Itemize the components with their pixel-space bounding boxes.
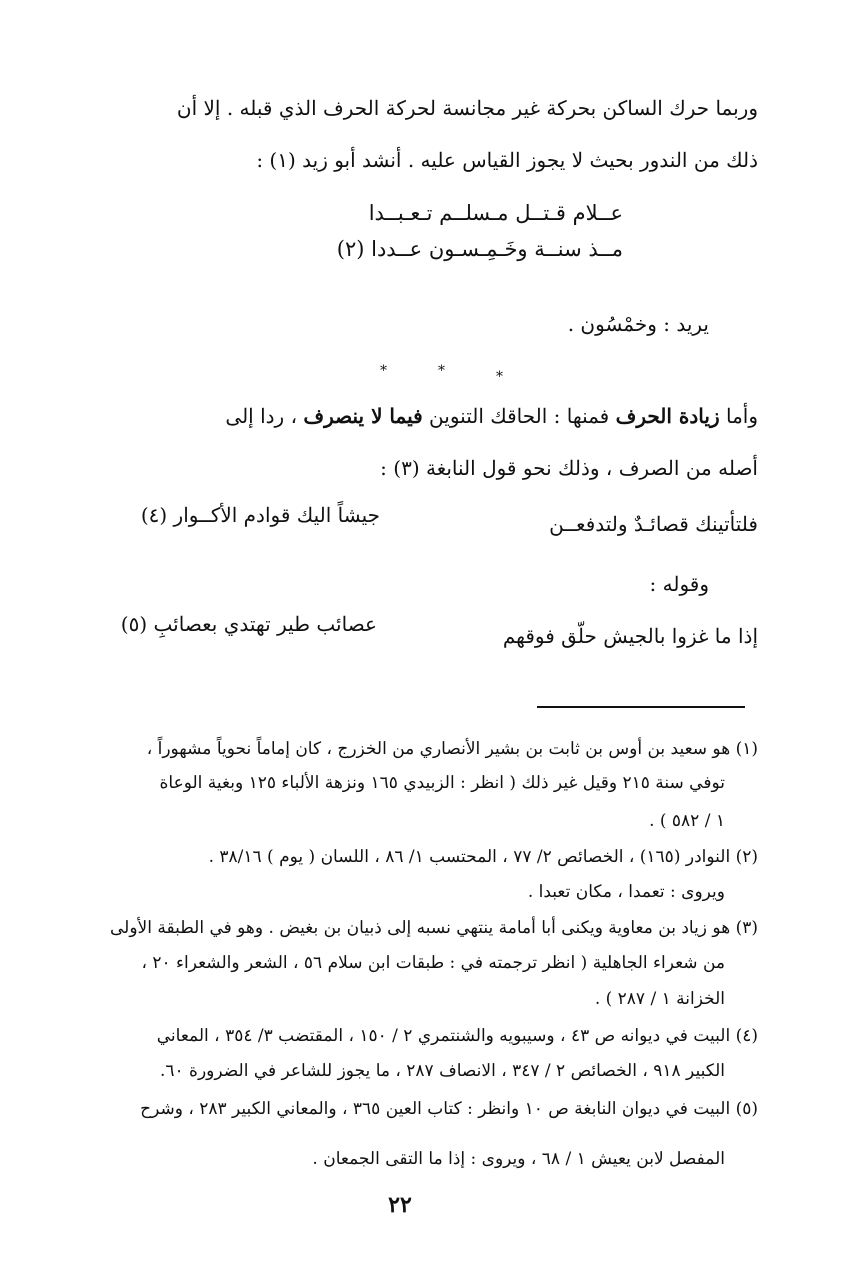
verse-1-first-hemistich: عــلام قـتــل مـسلــم تـعـبــدا (368, 201, 623, 225)
text-line-1: وربما حرك الساكن بحركة غير مجانسة لحركة الحرف الذي قبله . إلا أن (176, 96, 758, 120)
text-yurid: يريد : وخمْسُون . (567, 312, 709, 336)
verse-3-right-hemistich: إذا ما غزوا بالجيش حلّق فوقهم (502, 624, 758, 648)
text-line-3 (225, 404, 758, 428)
footnote-3-line-2: من شعراء الجاهلية ( انظر ترجمته في : طبقات ابن سلام ٥٦ ، الشعر والشعراء ٢٠ ، (141, 953, 725, 973)
text-line-3-mid: فمنها : الحاقك التنوين (429, 404, 610, 428)
verse-2-right-hemistich: فلتأتينك قصائـدٌ ولتدفعــن (549, 512, 758, 536)
footnote-4-line-2: الكبير ٩١٨ ، الخصائص ٢ / ٣٤٧ ، الانصاف ٢٨٧ ، ما يجوز للشاعر في الضرورة ٦٠. (159, 1061, 725, 1081)
text-line-4: أصله من الصرف ، وذلك نحو قول النابغة (٣) : (380, 456, 758, 480)
footnote-1-line-3: ١ / ٥٨٢ ) . (649, 811, 725, 831)
footnote-1-line-2: توفي سنة ٢١٥ وقيل غير ذلك ( انظر : الزبيدي ١٦٥ ونزهة الألباء ١٢٥ وبغية الوعاة (159, 773, 725, 793)
star-left: * (496, 369, 503, 385)
heading-fima-la-yansarif: فيما لا ينصرف (303, 404, 423, 428)
verse-2-left-hemistich: جيشاً اليك قوادم الأكــوار (٤) (140, 503, 380, 527)
text-qawluh: وقوله : (649, 572, 709, 596)
star-right: * (380, 363, 387, 379)
text-line-2: ذلك من الندور بحيث لا يجوز القياس عليه . أنشد أبو زيد (١) : (256, 148, 758, 172)
footnote-separator (537, 706, 745, 708)
star-middle: * (438, 363, 445, 379)
heading-ziyadat-alharf: زيادة الحرف (615, 404, 720, 428)
footnote-4-line-1: (٤) البيت في ديوانه ص ٤٣ ، وسيبويه والشنتمري ٢ / ١٥٠ ، المقتضب ٣/ ٣٥٤ ، المعاني (156, 1026, 758, 1046)
footnote-2-line-2: ويروى : تعمدا ، مكان تعبدا . (527, 882, 725, 902)
footnote-5-line-2: المفصل لابن يعيش ١ / ٦٨ ، ويروى : إذا ما التقى الجمعان . (312, 1149, 725, 1169)
verse-3-left-hemistich: عصائب طير تهتدي بعصائبِ (٥) (120, 612, 377, 636)
section-separator (0, 362, 855, 385)
footnote-5-line-1: (٥) البيت في ديوان النابغة ص ١٠ وانظر : كتاب العين ٣٦٥ ، والمعاني الكبير ٢٨٣ ، وشرح (140, 1099, 758, 1119)
footnote-2-line-1: (٢) النوادر (١٦٥) ، الخصائص ٢/ ٧٧ ، المحتسب ١/ ٨٦ ، اللسان ( يوم ) ٣٨/١٦ . (208, 847, 758, 867)
footnote-3-line-1: (٣) هو زياد بن معاوية ويكنى أبا أمامة ينتهي نسبه إلى ذبيان بن بغيض . وهو في الطبقة الأولى (109, 918, 758, 938)
footnote-3-line-3: الخزانة ١ / ٢٨٧ ) . (594, 989, 725, 1009)
footnote-1-line-1: (١) هو سعيد بن أوس بن ثابت بن بشير الأنصاري من الخزرج ، كان إماماً نحوياً مشهوراً ، (146, 739, 758, 759)
page-number: ٢٢ (388, 1192, 412, 1218)
text-line-3-pre: وأما (725, 404, 758, 428)
verse-1-second-hemistich: مــذ سنــة وخَـمِـسـون عــددا (٢) (336, 237, 623, 261)
text-line-3-post: ، ردا إلى (225, 404, 298, 428)
